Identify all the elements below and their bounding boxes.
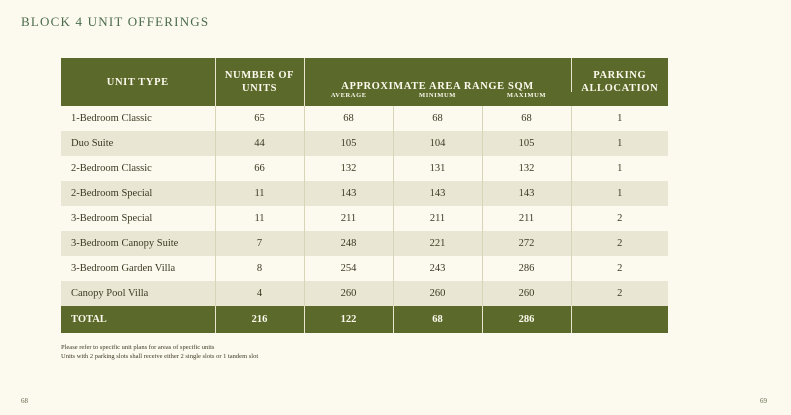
number-of-units-cell: 8	[215, 256, 304, 281]
number-of-units-cell: 65	[215, 106, 304, 131]
number-of-units-cell: 44	[215, 131, 304, 156]
header-unit-type: UNIT TYPE	[61, 58, 215, 106]
parking-cell: 2	[571, 256, 668, 281]
page-number-right: 69	[760, 397, 767, 405]
total-maximum: 286	[482, 306, 571, 333]
unit-offerings-table	[61, 58, 668, 333]
number-of-units-cell: 4	[215, 281, 304, 306]
unit-type-cell: 1-Bedroom Classic	[61, 106, 215, 131]
page-number-left: 68	[21, 397, 28, 405]
unit-type-cell: 3-Bedroom Garden Villa	[61, 256, 215, 281]
minimum-area-cell: 143	[393, 181, 482, 206]
header-number-of-units: NUMBER OF UNITS	[215, 58, 304, 106]
number-of-units-cell: 66	[215, 156, 304, 181]
minimum-area-cell: 104	[393, 131, 482, 156]
minimum-area-cell: 131	[393, 156, 482, 181]
header-area-range: APPROXIMATE AREA RANGE SQM	[304, 58, 571, 92]
footnote: Units with 2 parking slots shall receive either 2 single slots or 1 tandem slot	[61, 353, 259, 360]
footnote: Please refer to specific unit plans for areas of specific units	[61, 344, 215, 351]
parking-cell: 2	[571, 281, 668, 306]
unit-type-cell: 2-Bedroom Classic	[61, 156, 215, 181]
parking-cell: 1	[571, 156, 668, 181]
header-minimum: MINIMUM	[393, 92, 482, 106]
total-parking	[571, 306, 668, 333]
minimum-area-cell: 243	[393, 256, 482, 281]
table-row	[61, 131, 668, 156]
maximum-area-cell: 286	[482, 256, 571, 281]
table-row	[61, 231, 668, 256]
average-area-cell: 132	[304, 156, 393, 181]
average-area-cell: 248	[304, 231, 393, 256]
average-area-cell: 143	[304, 181, 393, 206]
average-area-cell: 260	[304, 281, 393, 306]
table-row	[61, 106, 668, 131]
average-area-cell: 105	[304, 131, 393, 156]
parking-cell: 2	[571, 231, 668, 256]
average-area-cell: 254	[304, 256, 393, 281]
table-row	[61, 206, 668, 231]
total-minimum: 68	[393, 306, 482, 333]
minimum-area-cell: 211	[393, 206, 482, 231]
maximum-area-cell: 260	[482, 281, 571, 306]
number-of-units-cell: 11	[215, 181, 304, 206]
header-maximum: MAXIMUM	[482, 92, 571, 106]
minimum-area-cell: 221	[393, 231, 482, 256]
total-average: 122	[304, 306, 393, 333]
number-of-units-cell: 7	[215, 231, 304, 256]
maximum-area-cell: 68	[482, 106, 571, 131]
minimum-area-cell: 68	[393, 106, 482, 131]
parking-cell: 1	[571, 181, 668, 206]
unit-type-cell: 3-Bedroom Canopy Suite	[61, 231, 215, 256]
header-parking-allocation: PARKING ALLOCATION	[571, 58, 668, 106]
total-label: TOTAL	[61, 306, 215, 333]
footnotes	[61, 343, 258, 361]
parking-cell: 1	[571, 131, 668, 156]
unit-type-cell: Canopy Pool Villa	[61, 281, 215, 306]
header-average: AVERAGE	[304, 92, 393, 106]
table-row	[61, 156, 668, 181]
maximum-area-cell: 143	[482, 181, 571, 206]
maximum-area-cell: 105	[482, 131, 571, 156]
parking-cell: 2	[571, 206, 668, 231]
table-row	[61, 256, 668, 281]
maximum-area-cell: 272	[482, 231, 571, 256]
unit-offerings-table-container	[61, 58, 668, 333]
number-of-units-cell: 11	[215, 206, 304, 231]
unit-type-cell: 2-Bedroom Special	[61, 181, 215, 206]
unit-type-cell: Duo Suite	[61, 131, 215, 156]
average-area-cell: 211	[304, 206, 393, 231]
unit-type-cell: 3-Bedroom Special	[61, 206, 215, 231]
maximum-area-cell: 211	[482, 206, 571, 231]
average-area-cell: 68	[304, 106, 393, 131]
minimum-area-cell: 260	[393, 281, 482, 306]
parking-cell: 1	[571, 106, 668, 131]
page-title: BLOCK 4 UNIT OFFERINGS	[21, 14, 210, 29]
table-row	[61, 281, 668, 306]
table-row	[61, 181, 668, 206]
total-row	[61, 306, 668, 333]
maximum-area-cell: 132	[482, 156, 571, 181]
total-units: 216	[215, 306, 304, 333]
